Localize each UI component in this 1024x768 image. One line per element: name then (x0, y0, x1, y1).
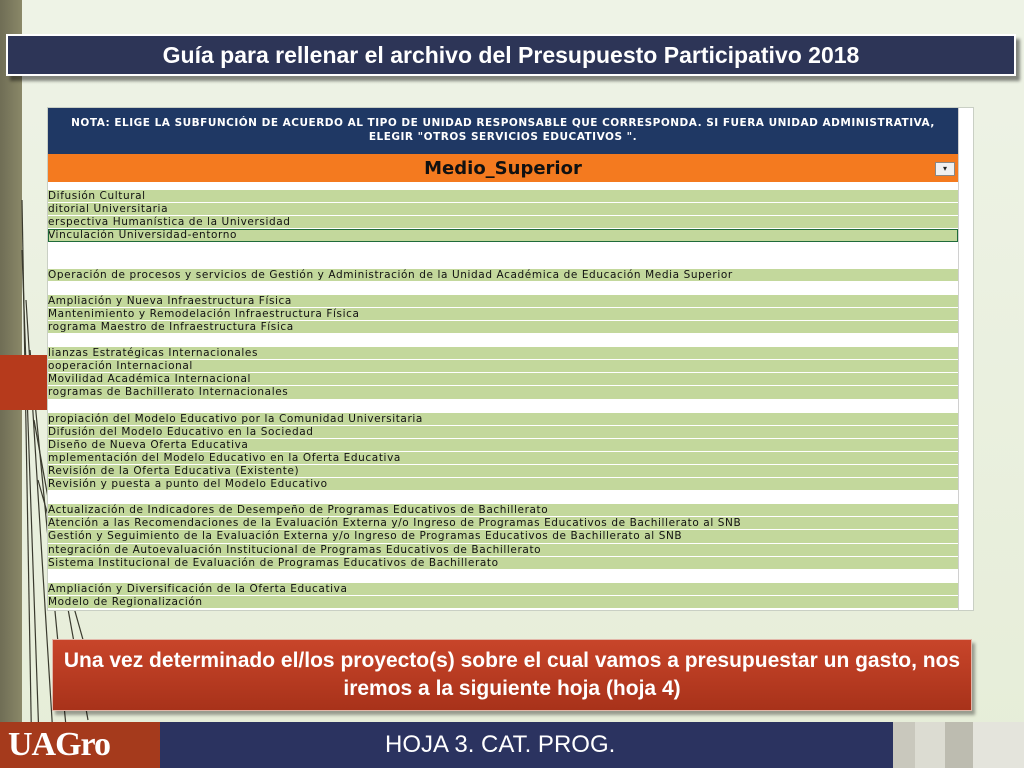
table-row[interactable]: ditorial Universitaria (48, 203, 958, 216)
table-row[interactable]: Movilidad Académica Internacional (48, 373, 958, 386)
table-row[interactable] (48, 255, 958, 268)
table-row[interactable]: Revisión y puesta a punto del Modelo Educativo (48, 478, 958, 491)
table-row[interactable] (48, 491, 958, 504)
footer-stripes (893, 722, 1024, 768)
table-row[interactable]: Difusión del Modelo Educativo en la Sociedad (48, 426, 958, 439)
table-row[interactable]: Sistema Institucional de Evaluación de Programas Educativos de Bachillerato (48, 557, 958, 570)
table-row[interactable]: Modelo de Regionalización (48, 596, 958, 609)
table-row[interactable]: Actualización de Indicadores de Desempeño de Programas Educativos de Bachillerato (48, 504, 958, 517)
table-row[interactable]: Ampliación y Diversificación de la Oferta Educativa (48, 583, 958, 596)
red-accent-block (0, 355, 50, 410)
table-row[interactable] (48, 242, 958, 255)
sheet-note: NOTA: ELIGE LA SUBFUNCIÓN DE ACUERDO AL TIPO DE UNIDAD RESPONSABLE QUE CORRESPONDA. SI FUERA UNIDAD ADMINISTRATIVA, ELEGIR "OTROS SERVICIOS EDUCATIVOS ". (48, 108, 958, 154)
table-row[interactable]: ntegración de Autoevaluación Institucional de Programas Educativos de Bachillerato (48, 544, 958, 557)
column-header[interactable] (48, 154, 958, 182)
table-row[interactable]: Ampliación y Nueva Infraestructura Física (48, 295, 958, 308)
table-row[interactable]: Atención a las Recomendaciones de la Evaluación Externa y/o Ingreso de Programas Educativos de Bachillerato al SNB (48, 517, 958, 530)
spreadsheet-screenshot (48, 108, 973, 610)
table-row[interactable]: rogramas de Bachillerato Internacionales (48, 386, 958, 399)
column-header-label: Medio_Superior (424, 157, 582, 179)
table-row[interactable] (48, 334, 958, 347)
table-row[interactable]: Revisión de la Oferta Educativa (Existente) (48, 465, 958, 478)
table-row[interactable] (48, 282, 958, 295)
table-row[interactable]: Gestión y Seguimiento de la Evaluación Externa y/o Ingreso de Programas Educativos de Bachillerato al SNB (48, 530, 958, 543)
slide-title-bar (6, 34, 1016, 76)
slide-title: Guía para rellenar el archivo del Presupuesto Participativo 2018 (162, 41, 860, 68)
table-row[interactable]: erspectiva Humanística de la Universidad (48, 216, 958, 229)
filter-dropdown-icon[interactable]: ▾ (935, 162, 955, 176)
uagro-logo (0, 722, 160, 768)
logo-text: UAGro (8, 726, 111, 763)
table-row[interactable]: ooperación Internacional (48, 360, 958, 373)
table-row[interactable]: propiación del Modelo Educativo por la Comunidad Universitaria (48, 413, 958, 426)
table-row[interactable]: Operación de procesos y servicios de Gestión y Administración de la Unidad Académica de Educación Media Superior (48, 269, 958, 282)
table-row[interactable] (48, 400, 958, 413)
footer-label: HOJA 3. CAT. PROG. (385, 731, 616, 758)
table-row[interactable]: lianzas Estratégicas Internacionales (48, 347, 958, 360)
table-row[interactable]: Difusión Cultural (48, 190, 958, 203)
table-row[interactable]: Mantenimiento y Remodelación Infraestructura Física (48, 308, 958, 321)
table-row[interactable]: mplementación del Modelo Educativo en la Oferta Educativa (48, 452, 958, 465)
table-row[interactable]: Vinculación Universidad-entorno (48, 229, 958, 242)
table-row[interactable]: Diseño de Nueva Oferta Educativa (48, 439, 958, 452)
sheet-right-margin (958, 108, 973, 610)
instruction-text: Una vez determinado el/los proyecto(s) sobre el cual vamos a presupuestar un gasto, nos iremos a la siguiente hoja (hoja 4) (63, 649, 961, 700)
table-row[interactable]: rograma Maestro de Infraestructura Física (48, 321, 958, 334)
table-row[interactable] (48, 570, 958, 583)
instruction-message (52, 639, 972, 711)
sheet-rows (48, 190, 958, 609)
